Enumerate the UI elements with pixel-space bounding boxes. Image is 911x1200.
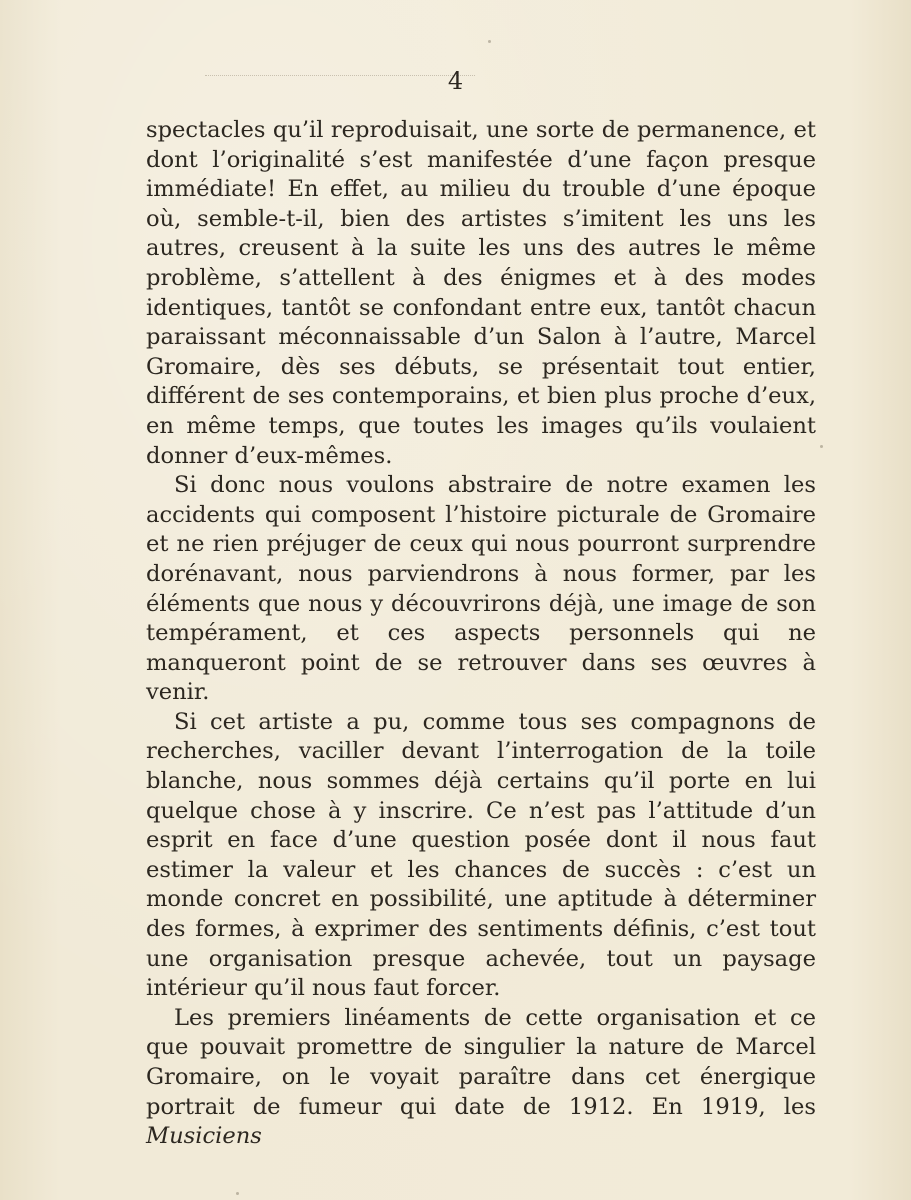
paragraph-1: spectacles qu’il reproduisait, une sorte de permanence, et dont l’originalité s’est manifestée d’une façon presque immédiate! En effet, au milieu du trouble d’une époque où, semble-t-il, bien des artistes s’imitent les uns les autres, creusent à la suite les uns des autres le même problème, s’attellent à des énigmes et à des modes identiques, tantôt se confondant entre eux, tantôt chacun paraissant méconnaissable d’un Salon à l’autre, Marcel Gromaire, dès ses débuts, se présentait tout entier, différent de ses contemporains, et bien plus proche d’eux, en même temps, que toutes les images qu’ils voulaient donner d’eux-mêmes. [146, 117, 816, 469]
page-number: 4 [447, 67, 464, 95]
paper-speck [236, 1192, 239, 1195]
paper-speck [488, 40, 491, 43]
paragraph-4 [146, 1004, 816, 1152]
paper-speck [820, 445, 823, 448]
italic-word: Musiciens [146, 1123, 262, 1150]
paragraph-2: Si donc nous voulons abstraire de notre examen les accidents qui composent l’histoire picturale de Gromaire et ne rien préjuger de ceux qui nous pourront surprendre dorénavant, nous parviendrons à nous former, par les éléments que nous y découvrirons déjà, une image de son tempérament, et ces aspects personnels qui ne manqueront point de se retrouver dans ses œuvres à venir. [146, 472, 816, 706]
body-text [146, 116, 816, 1152]
paragraph-4-text: Les premiers linéaments de cette organisation et ce que pouvait promettre de singulier la nature de Marcel Gromaire, on le voyait paraître dans cet énergique portrait de fumeur qui date de 1912. En 1919, les [146, 1004, 816, 1120]
paragraph-3: Si cet artiste a pu, comme tous ses compagnons de recherches, vaciller devant l’interrogation de la toile blanche, nous sommes déjà certains qu’il porte en lui quelque chose à y inscrire. Ce n’est pas l’attitude d’un esprit en face d’une question posée dont il nous faut estimer la valeur et les chances de succès : c’est un monde concret en possibilité, une aptitude à déterminer des formes, à exprimer des sentiments définis, c’est tout une organisation presque achevée, tout un paysage intérieur qu’il nous faut forcer. [146, 708, 816, 1002]
